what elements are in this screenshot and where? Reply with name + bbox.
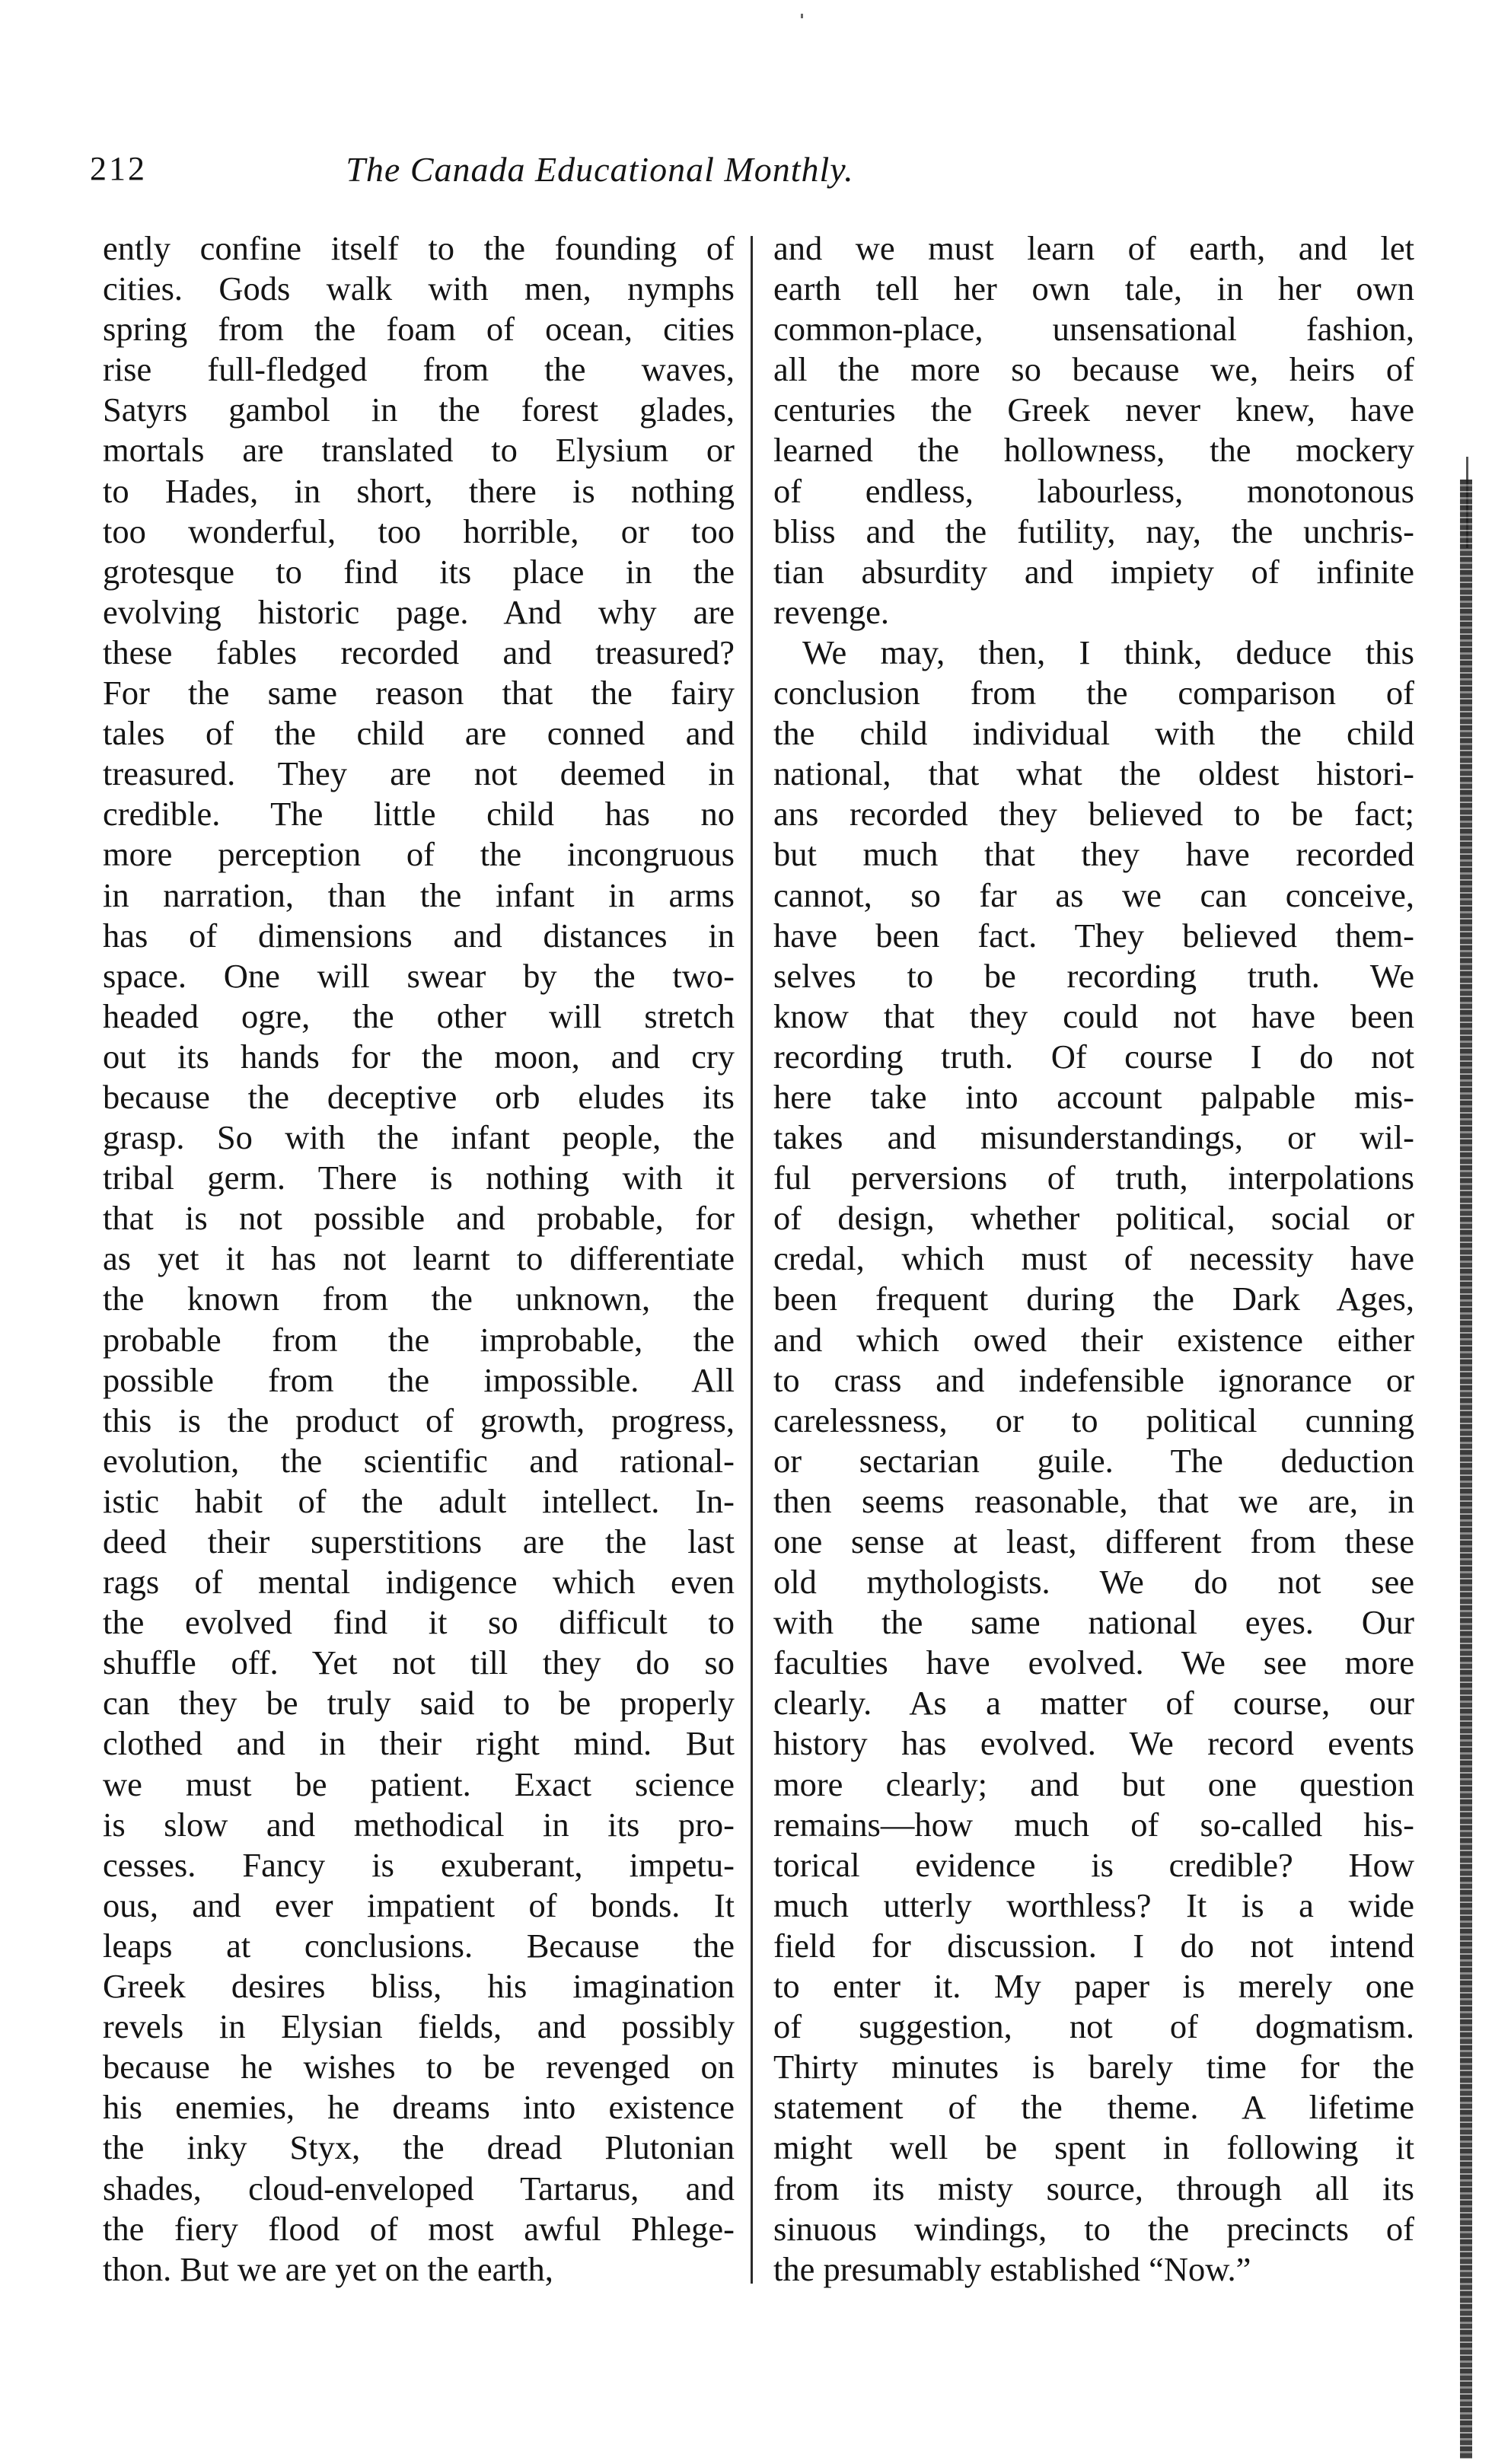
text-line: these fables recorded and treasured? xyxy=(103,633,735,671)
text-line: grotesque to find its place in the xyxy=(103,552,735,591)
text-line: carelessness, or to political cunning xyxy=(773,1401,1414,1439)
text-line: ently confine itself to the founding of xyxy=(103,229,735,267)
text-line: of suggestion, not of dogmatism. xyxy=(773,2007,1414,2046)
text-line: with the same national eyes. Our xyxy=(773,1603,1414,1642)
text-line: recording truth. Of course I do not xyxy=(773,1037,1414,1076)
running-title: The Canada Educational Monthly. xyxy=(346,150,854,189)
text-line: rise full-fledged from the waves, xyxy=(103,350,735,389)
text-line: leaps at conclusions. Because the xyxy=(103,1926,735,1965)
text-line: as yet it has not learnt to differentiate xyxy=(103,1239,735,1278)
text-line: we must be patient. Exact science xyxy=(103,1764,735,1803)
text-line: more clearly; and but one question xyxy=(773,1764,1414,1803)
text-line: and which owed their existence either xyxy=(773,1320,1414,1359)
text-line: because the deceptive orb eludes its xyxy=(103,1077,735,1116)
text-line: remains—how much of so-called his- xyxy=(773,1805,1414,1844)
text-line: out its hands for the moon, and cry xyxy=(103,1037,735,1076)
text-line: deed their superstitions are the last xyxy=(103,1522,735,1560)
text-line: of endless, labourless, monotonous xyxy=(773,471,1414,510)
text-line: has of dimensions and distances in xyxy=(103,916,735,955)
text-line: bliss and the futility, nay, the unchris- xyxy=(773,512,1414,550)
text-line: this is the product of growth, progress, xyxy=(103,1401,735,1439)
text-line: from its misty source, through all its xyxy=(773,2169,1414,2207)
text-line: tales of the child are conned and xyxy=(103,714,735,753)
page-number: 212 xyxy=(90,150,147,187)
text-line: to Hades, in short, there is nothing xyxy=(103,471,735,510)
text-line: the known from the unknown, the xyxy=(103,1280,735,1318)
text-line: sinuous windings, to the precincts of xyxy=(773,2209,1414,2248)
text-line: takes and misunderstandings, or wil- xyxy=(773,1118,1414,1157)
text-line: might well be spent in following it xyxy=(773,2128,1414,2167)
text-line: evolving historic page. And why are xyxy=(103,592,735,631)
text-line: too wonderful, too horrible, or too xyxy=(103,512,735,550)
text-line: his enemies, he dreams into existence xyxy=(103,2088,735,2127)
text-line: Greek desires bliss, his imagination xyxy=(103,1967,735,2006)
text-line: have been fact. They believed them- xyxy=(773,916,1414,955)
text-line: tian absurdity and impiety of infinite xyxy=(773,552,1414,591)
text-line: istic habit of the adult intellect. In- xyxy=(103,1481,735,1520)
text-line: common-place, unsensational fashion, xyxy=(773,310,1414,349)
scan-edge-shadow xyxy=(1460,480,1472,2459)
text-line: the fiery flood of most awful Phlege- xyxy=(103,2209,735,2248)
text-line: spring from the foam of ocean, cities xyxy=(103,310,735,349)
text-line: in narration, than the infant in arms xyxy=(103,875,735,914)
text-line: history has evolved. We record events xyxy=(773,1724,1414,1763)
text-line: clearly. As a matter of course, our xyxy=(773,1684,1414,1723)
text-line: then seems reasonable, that we are, in xyxy=(773,1481,1414,1520)
text-line: probable from the improbable, the xyxy=(103,1320,735,1359)
text-line: faculties have evolved. We see more xyxy=(773,1643,1414,1682)
text-line: earth tell her own tale, in her own xyxy=(773,269,1414,308)
text-line: is slow and methodical in its pro- xyxy=(103,1805,735,1844)
text-line: evolution, the scientific and rational- xyxy=(103,1441,735,1480)
text-line: ous, and ever impatient of bonds. It xyxy=(103,1885,735,1924)
text-line: and we must learn of earth, and let xyxy=(773,229,1414,267)
column-divider xyxy=(751,236,753,2284)
text-line: the presumably established “Now.” xyxy=(773,2249,1251,2288)
text-line: know that they could not have been xyxy=(773,996,1414,1035)
text-line: credal, which must of necessity have xyxy=(773,1239,1414,1278)
text-line: national, that what the oldest histori- xyxy=(773,754,1414,793)
left-column xyxy=(103,228,735,2290)
text-line: shuffle off. Yet not till they do so xyxy=(103,1643,735,1682)
text-line: learned the hollowness, the mockery xyxy=(773,431,1414,470)
right-column xyxy=(773,228,1414,2290)
text-line: grasp. So with the infant people, the xyxy=(103,1118,735,1157)
text-line: revels in Elysian fields, and possibly xyxy=(103,2007,735,2046)
text-line: the child individual with the child xyxy=(773,714,1414,753)
text-line: selves to be recording truth. We xyxy=(773,956,1414,995)
text-line: For the same reason that the fairy xyxy=(103,674,735,712)
text-line: shades, cloud-enveloped Tartarus, and xyxy=(103,2169,735,2207)
text-line: the evolved find it so difficult to xyxy=(103,1603,735,1642)
text-line: of design, whether political, social or xyxy=(773,1199,1414,1238)
text-line: conclusion from the comparison of xyxy=(773,674,1414,712)
text-line: all the more so because we, heirs of xyxy=(773,350,1414,389)
text-line: centuries the Greek never knew, have xyxy=(773,390,1414,429)
text-line: cannot, so far as we can conceive, xyxy=(773,875,1414,914)
text-line: mortals are translated to Elysium or xyxy=(103,431,735,470)
text-line: rags of mental indigence which even xyxy=(103,1563,735,1602)
text-line: one sense at least, different from these xyxy=(773,1522,1414,1560)
text-line: We may, then, I think, deduce this xyxy=(802,633,1414,671)
text-line: but much that they have recorded xyxy=(773,835,1414,874)
scan-speck xyxy=(801,14,803,18)
page-header xyxy=(90,149,1110,202)
text-line: or sectarian guile. The deduction xyxy=(773,1441,1414,1480)
text-line: Satyrs gambol in the forest glades, xyxy=(103,390,735,429)
text-line: treasured. They are not deemed in xyxy=(103,754,735,793)
text-line: revenge. xyxy=(773,592,889,631)
text-line: cesses. Fancy is exuberant, impetu- xyxy=(103,1845,735,1884)
text-line: that is not possible and probable, for xyxy=(103,1199,735,1238)
text-line: to enter it. My paper is merely one xyxy=(773,1967,1414,2006)
text-line: cities. Gods walk with men, nymphs xyxy=(103,269,735,308)
text-line: ful perversions of truth, interpolations xyxy=(773,1159,1414,1197)
text-line: field for discussion. I do not intend xyxy=(773,1926,1414,1965)
text-line: possible from the impossible. All xyxy=(103,1360,735,1399)
text-line: space. One will swear by the two- xyxy=(103,956,735,995)
text-line: to crass and indefensible ignorance or xyxy=(773,1360,1414,1399)
text-line: torical evidence is credible? How xyxy=(773,1845,1414,1884)
text-line: much utterly worthless? It is a wide xyxy=(773,1885,1414,1924)
text-line: tribal germ. There is nothing with it xyxy=(103,1159,735,1197)
text-line: more perception of the incongruous xyxy=(103,835,735,874)
text-line: ans recorded they believed to be fact; xyxy=(773,795,1414,834)
text-line: credible. The little child has no xyxy=(103,795,735,834)
text-line: thon. But we are yet on the earth, xyxy=(103,2249,553,2288)
text-line: been frequent during the Dark Ages, xyxy=(773,1280,1414,1318)
text-line: here take into account palpable mis- xyxy=(773,1077,1414,1116)
text-line: old mythologists. We do not see xyxy=(773,1563,1414,1602)
text-line: because he wishes to be revenged on xyxy=(103,2048,735,2086)
text-line: can they be truly said to be properly xyxy=(103,1684,735,1723)
text-line: Thirty minutes is barely time for the xyxy=(773,2048,1414,2086)
text-line: clothed and in their right mind. But xyxy=(103,1724,735,1763)
text-line: headed ogre, the other will stretch xyxy=(103,996,735,1035)
text-line: statement of the theme. A lifetime xyxy=(773,2088,1414,2127)
text-line: the inky Styx, the dread Plutonian xyxy=(103,2128,735,2167)
